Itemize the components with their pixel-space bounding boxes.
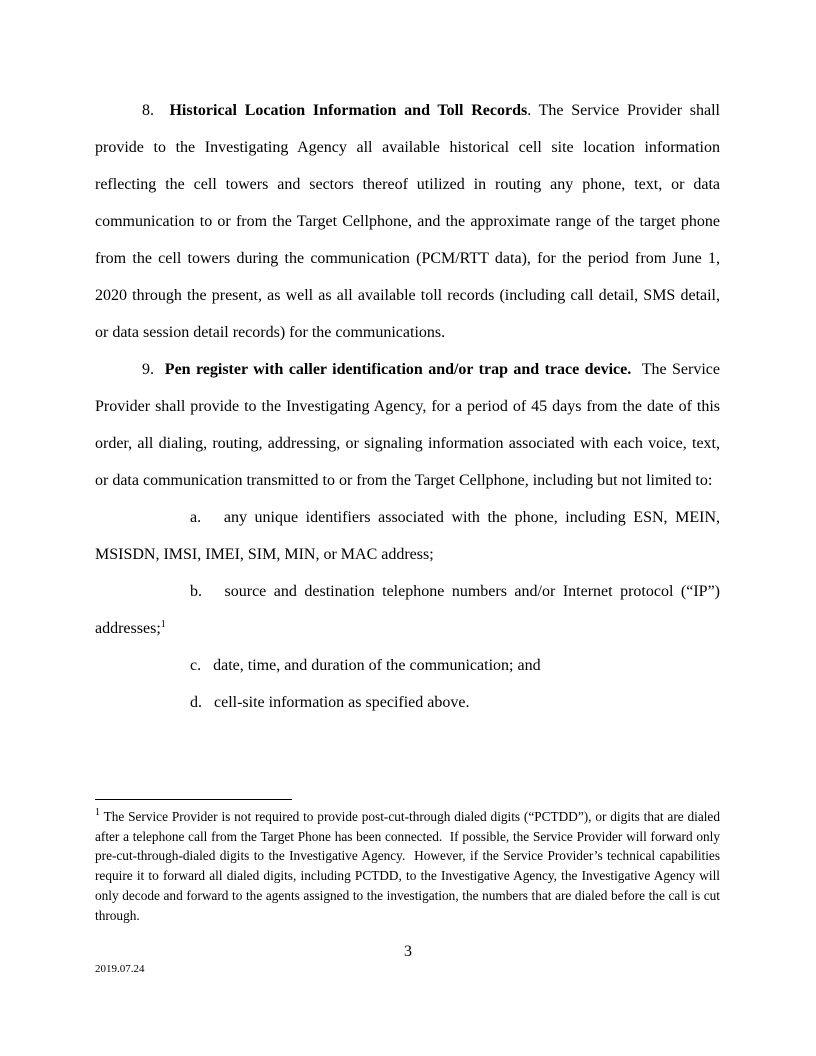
list-item-d: [95, 684, 720, 721]
datestamp: 2019.07.24: [95, 963, 145, 975]
paragraph-8-number: 8.: [142, 102, 170, 119]
list-item-b: [95, 573, 720, 647]
paragraph-8-text: . The Service Provider shall provide to the Investigating Agency all available historical cell site location information reflecting the cell towers and sectors thereof utilized in routing any phone, text, or data communication to or from the Target Cellphone, and the approximate range of the target phone from the cell towers during the communication (PCM/RTT data), for the period from June 1, 2020 through the present, as well as all available toll records (including call detail, SMS detail, or data session detail records) for the communications.: [95, 102, 721, 341]
paragraph-8: [95, 92, 720, 351]
paragraph-9-number: 9.: [142, 361, 165, 378]
footnote-text: [95, 807, 720, 925]
page-number: 3: [404, 943, 412, 960]
footnote-separator: [95, 799, 292, 800]
paragraph-9-text: The Service Provider shall provide to the Investigating Agency, for a period of 45 days from the date of this order, all dialing, routing, addressing, or signaling information associated with each voice, text, or data communication transmitted to or from the Target Cellphone, including but not limited to:: [95, 361, 721, 489]
list-item-c: [95, 647, 720, 684]
list-item-b-text: b. source and destination telephone numbers and/or Internet protocol (“IP”) addresses;: [95, 583, 720, 637]
paragraph-8-heading: Historical Location Information and Toll Records: [169, 102, 528, 119]
paragraph-9: [95, 351, 720, 499]
document-body: [95, 92, 720, 721]
footnote-section: [95, 799, 720, 925]
footnote-reference: 1: [160, 619, 166, 630]
list-item-a: [95, 499, 720, 573]
list-item-c-text: c. date, time, and duration of the communication; and: [190, 657, 541, 674]
list-item-a-text: a. any unique identifiers associated with the phone, including ESN, MEIN, MSISDN, IMSI, IMEI, SIM, MIN, or MAC address;: [95, 509, 720, 563]
paragraph-9-heading: Pen register with caller identification and/or trap and trace device.: [164, 361, 632, 378]
list-item-d-text: d. cell-site information as specified above.: [190, 694, 470, 711]
footnote-marker: 1: [95, 807, 100, 818]
footnote-body: The Service Provider is not required to provide post-cut-through dialed digits (“PCTDD”), or digits that are dialed after a telephone call from the Target Phone has been connected. If possible, the Service Provider will forward only pre-cut-through-dialed digits to the Investigative Agency. However, if the Service Provider’s technical capabilities require it to forward all dialed digits, including PCTDD, to the Investigative Agency, the Investigative Agency will only decode and forward to the agents assigned to the investigation, the numbers that are dialed before the call is cut through.: [95, 809, 720, 923]
